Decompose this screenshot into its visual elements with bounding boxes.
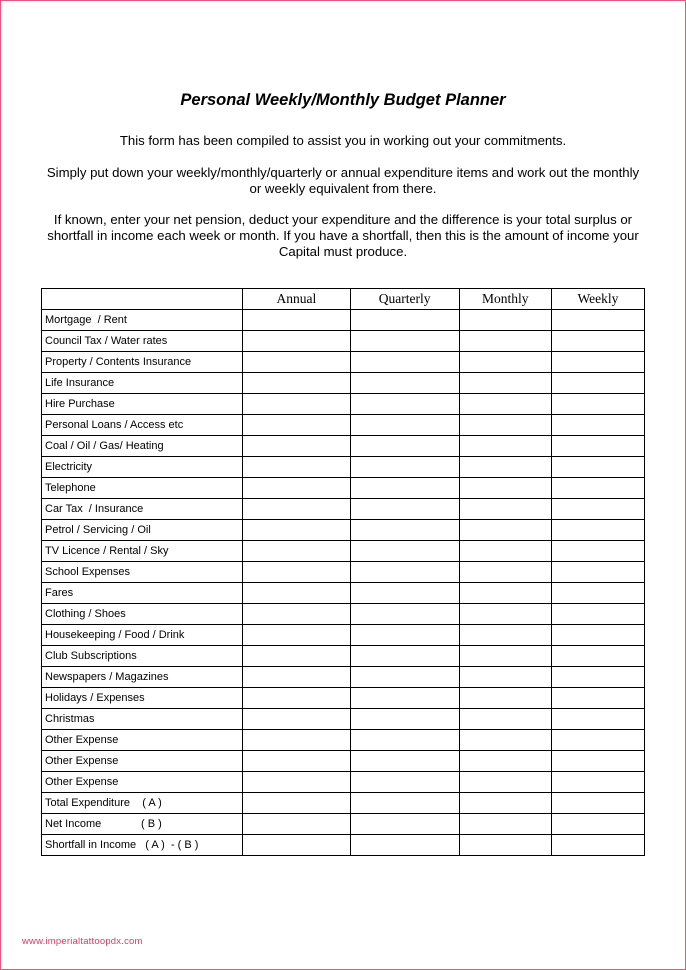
entry-cell-annual[interactable] [243,457,350,478]
budget-table [41,288,645,856]
entry-cell-annual[interactable] [243,625,350,646]
entry-cell-quarterly[interactable] [350,310,459,331]
entry-cell-monthly[interactable] [459,583,551,604]
entry-cell-annual[interactable] [243,562,350,583]
entry-cell-annual[interactable] [243,478,350,499]
entry-cell-monthly[interactable] [459,415,551,436]
entry-cell-weekly[interactable] [551,604,644,625]
entry-cell-annual[interactable] [243,331,350,352]
entry-cell-annual[interactable] [243,541,350,562]
entry-cell-annual[interactable] [243,583,350,604]
entry-cell-weekly[interactable] [551,415,644,436]
entry-cell-quarterly[interactable] [350,772,459,793]
entry-cell-annual[interactable] [243,772,350,793]
entry-cell-monthly[interactable] [459,520,551,541]
entry-cell-quarterly[interactable] [350,331,459,352]
table-row [42,562,645,583]
entry-cell-quarterly[interactable] [350,562,459,583]
entry-cell-quarterly[interactable] [350,709,459,730]
row-label: Coal / Oil / Gas/ Heating [42,436,243,457]
entry-cell-quarterly[interactable] [350,604,459,625]
row-label: Petrol / Servicing / Oil [42,520,243,541]
header-item [42,289,243,310]
entry-cell-weekly[interactable] [551,835,644,856]
table-row [42,730,645,751]
entry-cell-weekly[interactable] [551,814,644,835]
row-label: Net Income ( B ) [42,814,243,835]
entry-cell-monthly[interactable] [459,541,551,562]
entry-cell-quarterly[interactable] [350,814,459,835]
entry-cell-annual[interactable] [243,646,350,667]
entry-cell-monthly[interactable] [459,835,551,856]
entry-cell-quarterly[interactable] [350,688,459,709]
entry-cell-monthly[interactable] [459,331,551,352]
entry-cell-weekly[interactable] [551,352,644,373]
table-row [42,331,645,352]
entry-cell-weekly[interactable] [551,772,644,793]
document-title: Personal Weekly/Monthly Budget Planner [180,91,506,109]
row-label: Christmas [42,709,243,730]
entry-cell-annual[interactable] [243,814,350,835]
entry-cell-annual[interactable] [243,688,350,709]
row-label: Housekeeping / Food / Drink [42,625,243,646]
table-row [42,310,645,331]
entry-cell-quarterly[interactable] [350,583,459,604]
table-row [42,394,645,415]
row-label: Clothing / Shoes [42,604,243,625]
row-label: Other Expense [42,730,243,751]
table-row [42,625,645,646]
instructions-paragraph-1: Simply put down your weekly/monthly/quarterly or annual expenditure items and work out the monthly or weekly equivalent from there. [46,165,640,196]
table-row [42,604,645,625]
entry-cell-quarterly[interactable] [350,415,459,436]
row-label: TV Licence / Rental / Sky [42,541,243,562]
row-label: Newspapers / Magazines [42,667,243,688]
row-label: Mortgage / Rent [42,310,243,331]
entry-cell-annual[interactable] [243,835,350,856]
entry-cell-quarterly[interactable] [350,436,459,457]
entry-cell-quarterly[interactable] [350,730,459,751]
entry-cell-weekly[interactable] [551,457,644,478]
entry-cell-quarterly[interactable] [350,478,459,499]
entry-cell-quarterly[interactable] [350,520,459,541]
entry-cell-weekly[interactable] [551,520,644,541]
table-row [42,751,645,772]
entry-cell-quarterly[interactable] [350,625,459,646]
entry-cell-monthly[interactable] [459,436,551,457]
table-row [42,667,645,688]
row-label: Other Expense [42,751,243,772]
row-label: Car Tax / Insurance [42,499,243,520]
entry-cell-weekly[interactable] [551,541,644,562]
entry-cell-weekly[interactable] [551,478,644,499]
entry-cell-annual[interactable] [243,436,350,457]
entry-cell-quarterly[interactable] [350,499,459,520]
entry-cell-annual[interactable] [243,604,350,625]
entry-cell-weekly[interactable] [551,583,644,604]
entry-cell-quarterly[interactable] [350,835,459,856]
entry-cell-weekly[interactable] [551,751,644,772]
entry-cell-annual[interactable] [243,373,350,394]
entry-cell-weekly[interactable] [551,793,644,814]
entry-cell-monthly[interactable] [459,352,551,373]
table-row [42,583,645,604]
row-label: Council Tax / Water rates [42,331,243,352]
entry-cell-monthly[interactable] [459,499,551,520]
row-label: Club Subscriptions [42,646,243,667]
entry-cell-weekly[interactable] [551,394,644,415]
row-label: Fares [42,583,243,604]
row-label: Hire Purchase [42,394,243,415]
entry-cell-quarterly[interactable] [350,457,459,478]
table-row [42,415,645,436]
row-label: Electricity [42,457,243,478]
table-row [42,499,645,520]
entry-cell-quarterly[interactable] [350,751,459,772]
table-row [42,541,645,562]
entry-cell-monthly[interactable] [459,646,551,667]
entry-cell-monthly[interactable] [459,625,551,646]
entry-cell-monthly[interactable] [459,604,551,625]
entry-cell-annual[interactable] [243,520,350,541]
entry-cell-annual[interactable] [243,394,350,415]
entry-cell-monthly[interactable] [459,373,551,394]
row-label: Holidays / Expenses [42,688,243,709]
entry-cell-weekly[interactable] [551,667,644,688]
entry-cell-quarterly[interactable] [350,646,459,667]
table-row [42,478,645,499]
header-annual: Annual [243,289,350,310]
header-weekly: Weekly [551,289,644,310]
entry-cell-weekly[interactable] [551,709,644,730]
entry-cell-annual[interactable] [243,415,350,436]
entry-cell-annual[interactable] [243,352,350,373]
row-label: Property / Contents Insurance [42,352,243,373]
entry-cell-weekly[interactable] [551,499,644,520]
header-quarterly: Quarterly [350,289,459,310]
entry-cell-monthly[interactable] [459,793,551,814]
entry-cell-weekly[interactable] [551,730,644,751]
entry-cell-monthly[interactable] [459,394,551,415]
table-row [42,352,645,373]
table-row [42,436,645,457]
entry-cell-monthly[interactable] [459,310,551,331]
row-label: School Expenses [42,562,243,583]
entry-cell-annual[interactable] [243,793,350,814]
budget-table-body [42,310,645,856]
table-row [42,793,645,814]
table-row [42,772,645,793]
entry-cell-quarterly[interactable] [350,667,459,688]
entry-cell-monthly[interactable] [459,562,551,583]
row-label: Other Expense [42,772,243,793]
row-label: Life Insurance [42,373,243,394]
entry-cell-monthly[interactable] [459,478,551,499]
table-row [42,814,645,835]
entry-cell-monthly[interactable] [459,751,551,772]
entry-cell-monthly[interactable] [459,709,551,730]
watermark-url: www.imperialtattoopdx.com [22,936,143,947]
entry-cell-monthly[interactable] [459,667,551,688]
entry-cell-monthly[interactable] [459,688,551,709]
instructions-paragraph-2: If known, enter your net pension, deduct your expenditure and the difference is your total surplus or shortfall in income each week or month. If you have a shortfall, then this is the amount of income your Capital must produce. [47,212,639,259]
header-monthly: Monthly [459,289,551,310]
table-row [42,835,645,856]
entry-cell-weekly[interactable] [551,646,644,667]
entry-cell-weekly[interactable] [551,436,644,457]
table-row [42,457,645,478]
entry-cell-quarterly[interactable] [350,373,459,394]
table-row [42,646,645,667]
entry-cell-weekly[interactable] [551,562,644,583]
row-label: Telephone [42,478,243,499]
entry-cell-monthly[interactable] [459,730,551,751]
row-label: Total Expenditure ( A ) [42,793,243,814]
entry-cell-quarterly[interactable] [350,793,459,814]
entry-cell-weekly[interactable] [551,625,644,646]
table-row [42,373,645,394]
entry-cell-monthly[interactable] [459,772,551,793]
entry-cell-monthly[interactable] [459,814,551,835]
table-header-row [42,289,645,310]
row-label: Shortfall in Income ( A ) - ( B ) [42,835,243,856]
entry-cell-quarterly[interactable] [350,352,459,373]
row-label: Personal Loans / Access etc [42,415,243,436]
entry-cell-weekly[interactable] [551,331,644,352]
table-row [42,709,645,730]
entry-cell-annual[interactable] [243,751,350,772]
entry-cell-weekly[interactable] [551,688,644,709]
table-row [42,520,645,541]
entry-cell-quarterly[interactable] [350,541,459,562]
entry-cell-annual[interactable] [243,730,350,751]
intro-paragraph: This form has been compiled to assist you in working out your commitments. [119,133,567,148]
entry-cell-annual[interactable] [243,310,350,331]
entry-cell-weekly[interactable] [551,310,644,331]
entry-cell-quarterly[interactable] [350,394,459,415]
entry-cell-annual[interactable] [243,499,350,520]
table-row [42,688,645,709]
entry-cell-monthly[interactable] [459,457,551,478]
entry-cell-weekly[interactable] [551,373,644,394]
entry-cell-annual[interactable] [243,709,350,730]
entry-cell-annual[interactable] [243,667,350,688]
